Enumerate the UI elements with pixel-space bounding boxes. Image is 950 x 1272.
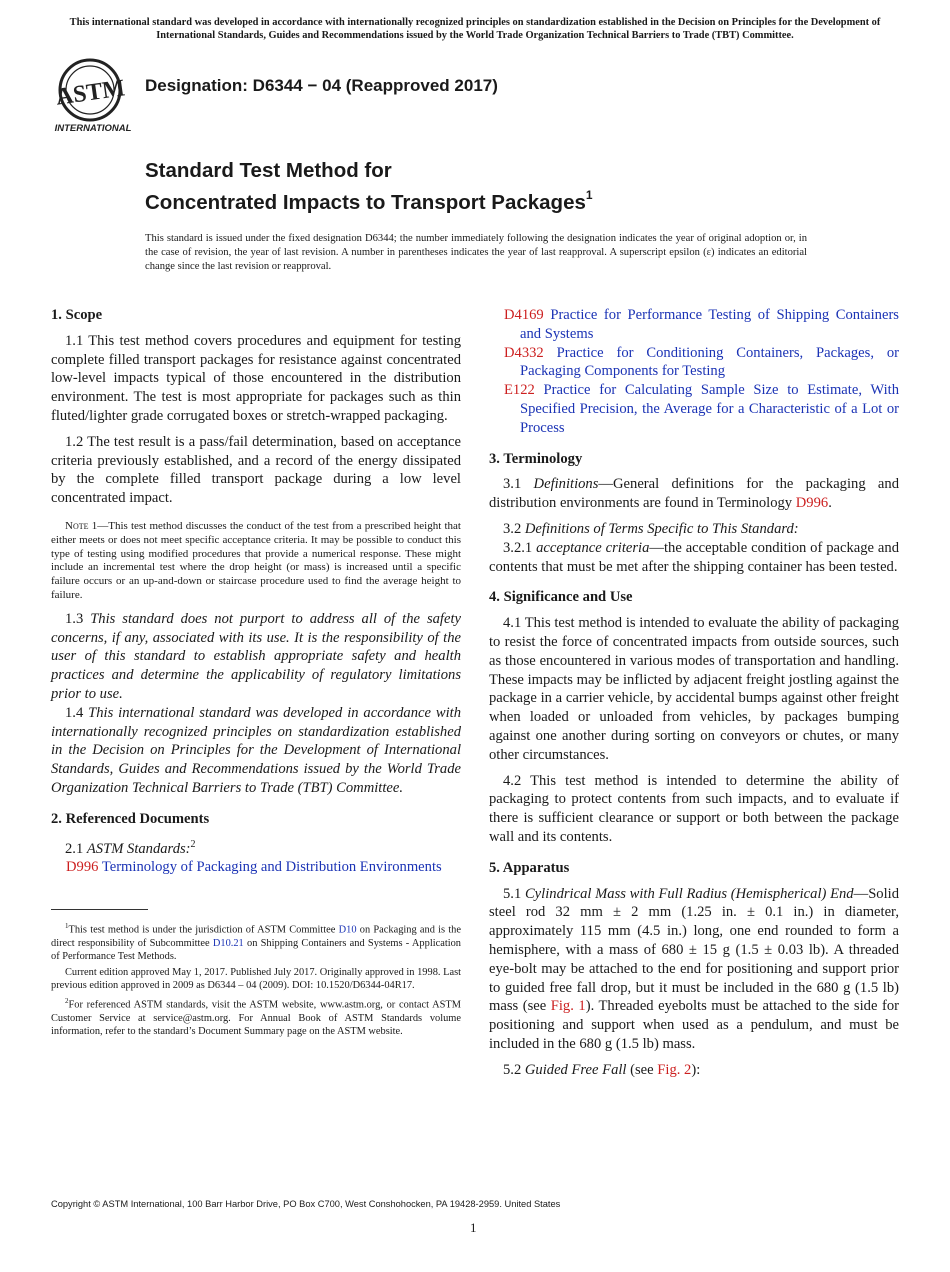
footnote-1: [51, 920, 461, 963]
ref-title-e122[interactable]: Practice for Calculating Sample Size to Estimate, With Specified Precision, the Average for a Characteristic of a Lot or Process: [520, 382, 899, 436]
para-4-1: 4.1 This test method is intended to evaluate the ability of packaging to resist the force of concentrated impacts from outside sources, such as those encountered in various modes of transportation and handling. These impacts may be inflicted by adjacent freight jostling against the package in a carrier vehicle, by accidental bumps against other freight when loaded or unloaded from vehicles, by packages bumping against one another during sorting on conveyors or chutes, or many other circumstances.: [489, 615, 899, 763]
para-3-2-1-num: 3.2.1: [503, 539, 537, 556]
para-3-2: [489, 520, 899, 539]
para-1-3-num: 1.3: [65, 610, 91, 627]
title-footnote-mark: 1: [585, 188, 593, 202]
para-3-2-text: Definitions of Terms Specific to This Standard:: [524, 520, 799, 537]
title-line-2: [145, 184, 593, 216]
footnote-1-edition: Current edition approved May 1, 2017. Published July 2017. Originally approved in 1998. Last previous edition approved in 2009 as D6344 – 04 (2009). DOI: 10.1520/D6344-04R17.: [51, 967, 461, 992]
para-3-1-text: —General definitions for the packaging and distribution environments are found in Terminology: [489, 476, 899, 512]
para-5-2-text: (see: [626, 1061, 658, 1078]
note-1: [51, 520, 461, 603]
para-2-1-num: 2.1: [65, 840, 87, 857]
para-3-1-term: Definitions: [533, 476, 599, 493]
ref-title-d996[interactable]: Terminology of Packaging and Distribution Environments: [101, 859, 442, 876]
para-4-2: 4.2 This test method is intended to determine the ability of packaging to protect contents from such impacts, and to evaluate if there is sufficient clearance or support or both between the package wall and its contents.: [489, 772, 899, 845]
ref-code-d4332[interactable]: D4332: [504, 344, 544, 361]
ref-code-d4169[interactable]: D4169: [504, 307, 544, 323]
standard-notice: This international standard was developed in accordance with internationally recognized principles on standardization established in the Decision on Principles for the Development of International Standards, Guides and Recommendations issued by the World Trade Organization Technical Barriers to Trade (TBT) Committee.: [69, 17, 881, 41]
astm-logo-label: INTERNATIONAL: [54, 123, 132, 134]
ref-item-d996[interactable]: [51, 858, 461, 877]
para-1-4: [51, 704, 461, 798]
para-5-1-text: —Solid steel rod 32 mm ± 2 mm (1.25 in. ± 0.1 in.) in diameter, approximately 115 mm (4.5 in.) long, one end rounded to form a hemisphere, with a mass of 680 ± 15 g (1.5 ± 0.03 lb). A threaded eye-bolt may be attached to the end for positioning and support prior to guided free fall drop, but it must be included in the 680 g (1.5 lb) mass (see: [489, 885, 900, 1015]
title-line-2-text: Concentrated Impacts to Transport Packages: [145, 190, 586, 214]
left-column: [51, 306, 461, 1039]
section-significance-heading: 4. Significance and Use: [489, 589, 633, 606]
ref-item-d4169[interactable]: [489, 306, 899, 344]
para-5-1-num: 5.1: [503, 885, 525, 902]
para-1-2: 1.2 The test result is a pass/fail determination, based on acceptance criteria previously established, and a record of the energy dissipated by the complete filled transport package during a low level concentrated impact.: [51, 433, 461, 507]
footnote-divider: [51, 909, 148, 910]
ref-item-d4332[interactable]: [489, 344, 899, 382]
astm-logo-letters: ASTM: [54, 75, 127, 111]
title-line-1: Standard Test Method for: [145, 159, 392, 182]
para-3-1: [489, 475, 899, 513]
para-5-1: [489, 885, 899, 1054]
note-1-label: Note 1: [65, 519, 98, 532]
footnote-1-text-b: on Packaging and is the direct responsibility of Subcommittee: [51, 924, 461, 949]
para-3-2-num: 3.2: [503, 520, 525, 537]
para-5-2-end: ):: [691, 1061, 701, 1078]
ref-title-d4169[interactable]: Practice for Performance Testing of Shipping Containers and Systems: [520, 307, 899, 342]
para-3-2-1-term: acceptance criteria: [536, 539, 650, 556]
footnote-1-link-d10-21[interactable]: D10.21: [212, 937, 244, 949]
right-column: [489, 306, 899, 1079]
footnote-2-mark: 2: [65, 997, 69, 1006]
para-1-3: [51, 610, 461, 704]
footnote-1-text-c: on Shipping Containers and Systems - Application of Performance Test Methods.: [51, 937, 461, 962]
para-3-1-num: 3.1: [503, 476, 534, 493]
para-5-1-link-fig1[interactable]: Fig. 1: [550, 998, 586, 1015]
ref-code-e122[interactable]: E122: [504, 382, 535, 399]
section-apparatus-heading: 5. Apparatus: [489, 859, 570, 876]
footnote-1-text-a: This test method is under the jurisdiction of ASTM Committee: [68, 924, 339, 936]
footnote-2-text: For referenced ASTM standards, visit the ASTM website, www.astm.org, or contact ASTM Customer Service at service@astm.org. For Annual Book of ASTM Standards volume information, refer to the standard’s Document Summary page on the ASTM website.: [51, 999, 461, 1038]
para-2-1: [51, 836, 461, 859]
para-3-2-1: [489, 539, 899, 577]
para-1-4-num: 1.4: [65, 704, 89, 721]
note-1-text: —This test method discusses the conduct of the test from a prescribed height that either meets or does not meet specific acceptance criteria. It may be possible to conduct this type of testing using modified procedures that provide a numerical response. These might include an incremental test where the drop height (or mass) is increased until a specific failure occurs or an up-and-down or staircase procedure used to find the average height to failure.: [51, 519, 461, 601]
para-1-3-text: This standard does not purport to address all of the safety concerns, if any, associated with its use. It is the responsibility of the user of this standard to establish appropriate safety and health practices and determine the applicability of regulatory limitations prior to use.: [51, 610, 461, 702]
para-5-2: [489, 1061, 899, 1080]
para-2-1-sup: 2: [190, 838, 196, 850]
para-3-1-link-d996[interactable]: D996: [795, 495, 829, 512]
copyright-footer: Copyright © ASTM International, 100 Barr Harbor Drive, PO Box C700, West Conshohocken, PA 19428-2959. United States: [51, 1199, 561, 1209]
para-1-1: 1.1 This test method covers procedures and equipment for testing complete filled transport packages for resistance against concentrated low-level impacts typical of those encountered in the distribution environment. The test is most appropriate for packages such as thin fluted/lighter grade corrugated boxes or stretch-wrapped packaging.: [51, 332, 461, 424]
para-5-1-text2: ). Threaded eyebolts must be attached to the side for positioning and support when used as a pendulum, and must be included in the 680 g (1.5 lb) mass.: [489, 998, 899, 1052]
para-5-2-link-fig2[interactable]: Fig. 2: [657, 1061, 692, 1078]
para-5-1-term: Cylindrical Mass with Full Radius (Hemispherical) End: [524, 885, 854, 902]
issuance-note: This standard is issued under the fixed designation D6344; the number immediately following the designation indicates the year of original adoption or, in the case of revision, the year of last revision. A number in parentheses indicates the year of last reapproval. A superscript epsilon (ε) indicates an editorial change since the last revision or reapproval.: [145, 233, 807, 272]
para-3-2-1-text: —the acceptable condition of package and contents that must be met after the shipping container has been tested.: [489, 539, 899, 575]
ref-code-d996[interactable]: D996: [66, 859, 99, 876]
para-1-4-text: This international standard was developed in accordance with internationally recognized principles on standardization established in the Decision on Principles for the Development of International Standards, Guides and Recommendations issued by the World Trade Organization Technical Barriers to Trade (TBT) Committee.: [51, 704, 462, 796]
ref-item-e122[interactable]: [489, 381, 899, 437]
footnote-1-mark: 1: [65, 921, 69, 930]
astm-logo: [50, 56, 136, 138]
section-terminology-heading: 3. Terminology: [489, 450, 583, 467]
footnote-1-link-d10[interactable]: D10: [338, 924, 357, 936]
page-number: 1: [470, 1220, 477, 1235]
ref-title-d4332[interactable]: Practice for Conditioning Containers, Packages, or Packaging Components for Testing: [520, 344, 899, 380]
document-title: [145, 158, 593, 216]
para-5-2-num: 5.2: [503, 1061, 525, 1078]
footnote-2: [51, 995, 461, 1038]
para-5-2-term: Guided Free Fall: [524, 1061, 627, 1078]
section-referenced-heading: 2. Referenced Documents: [51, 810, 210, 827]
para-3-1-end: .: [828, 495, 832, 512]
para-2-1-text: ASTM Standards:: [86, 840, 191, 857]
designation: Designation: D6344 − 04 (Reapproved 2017): [145, 76, 498, 95]
section-scope-heading: 1. Scope: [51, 307, 103, 323]
